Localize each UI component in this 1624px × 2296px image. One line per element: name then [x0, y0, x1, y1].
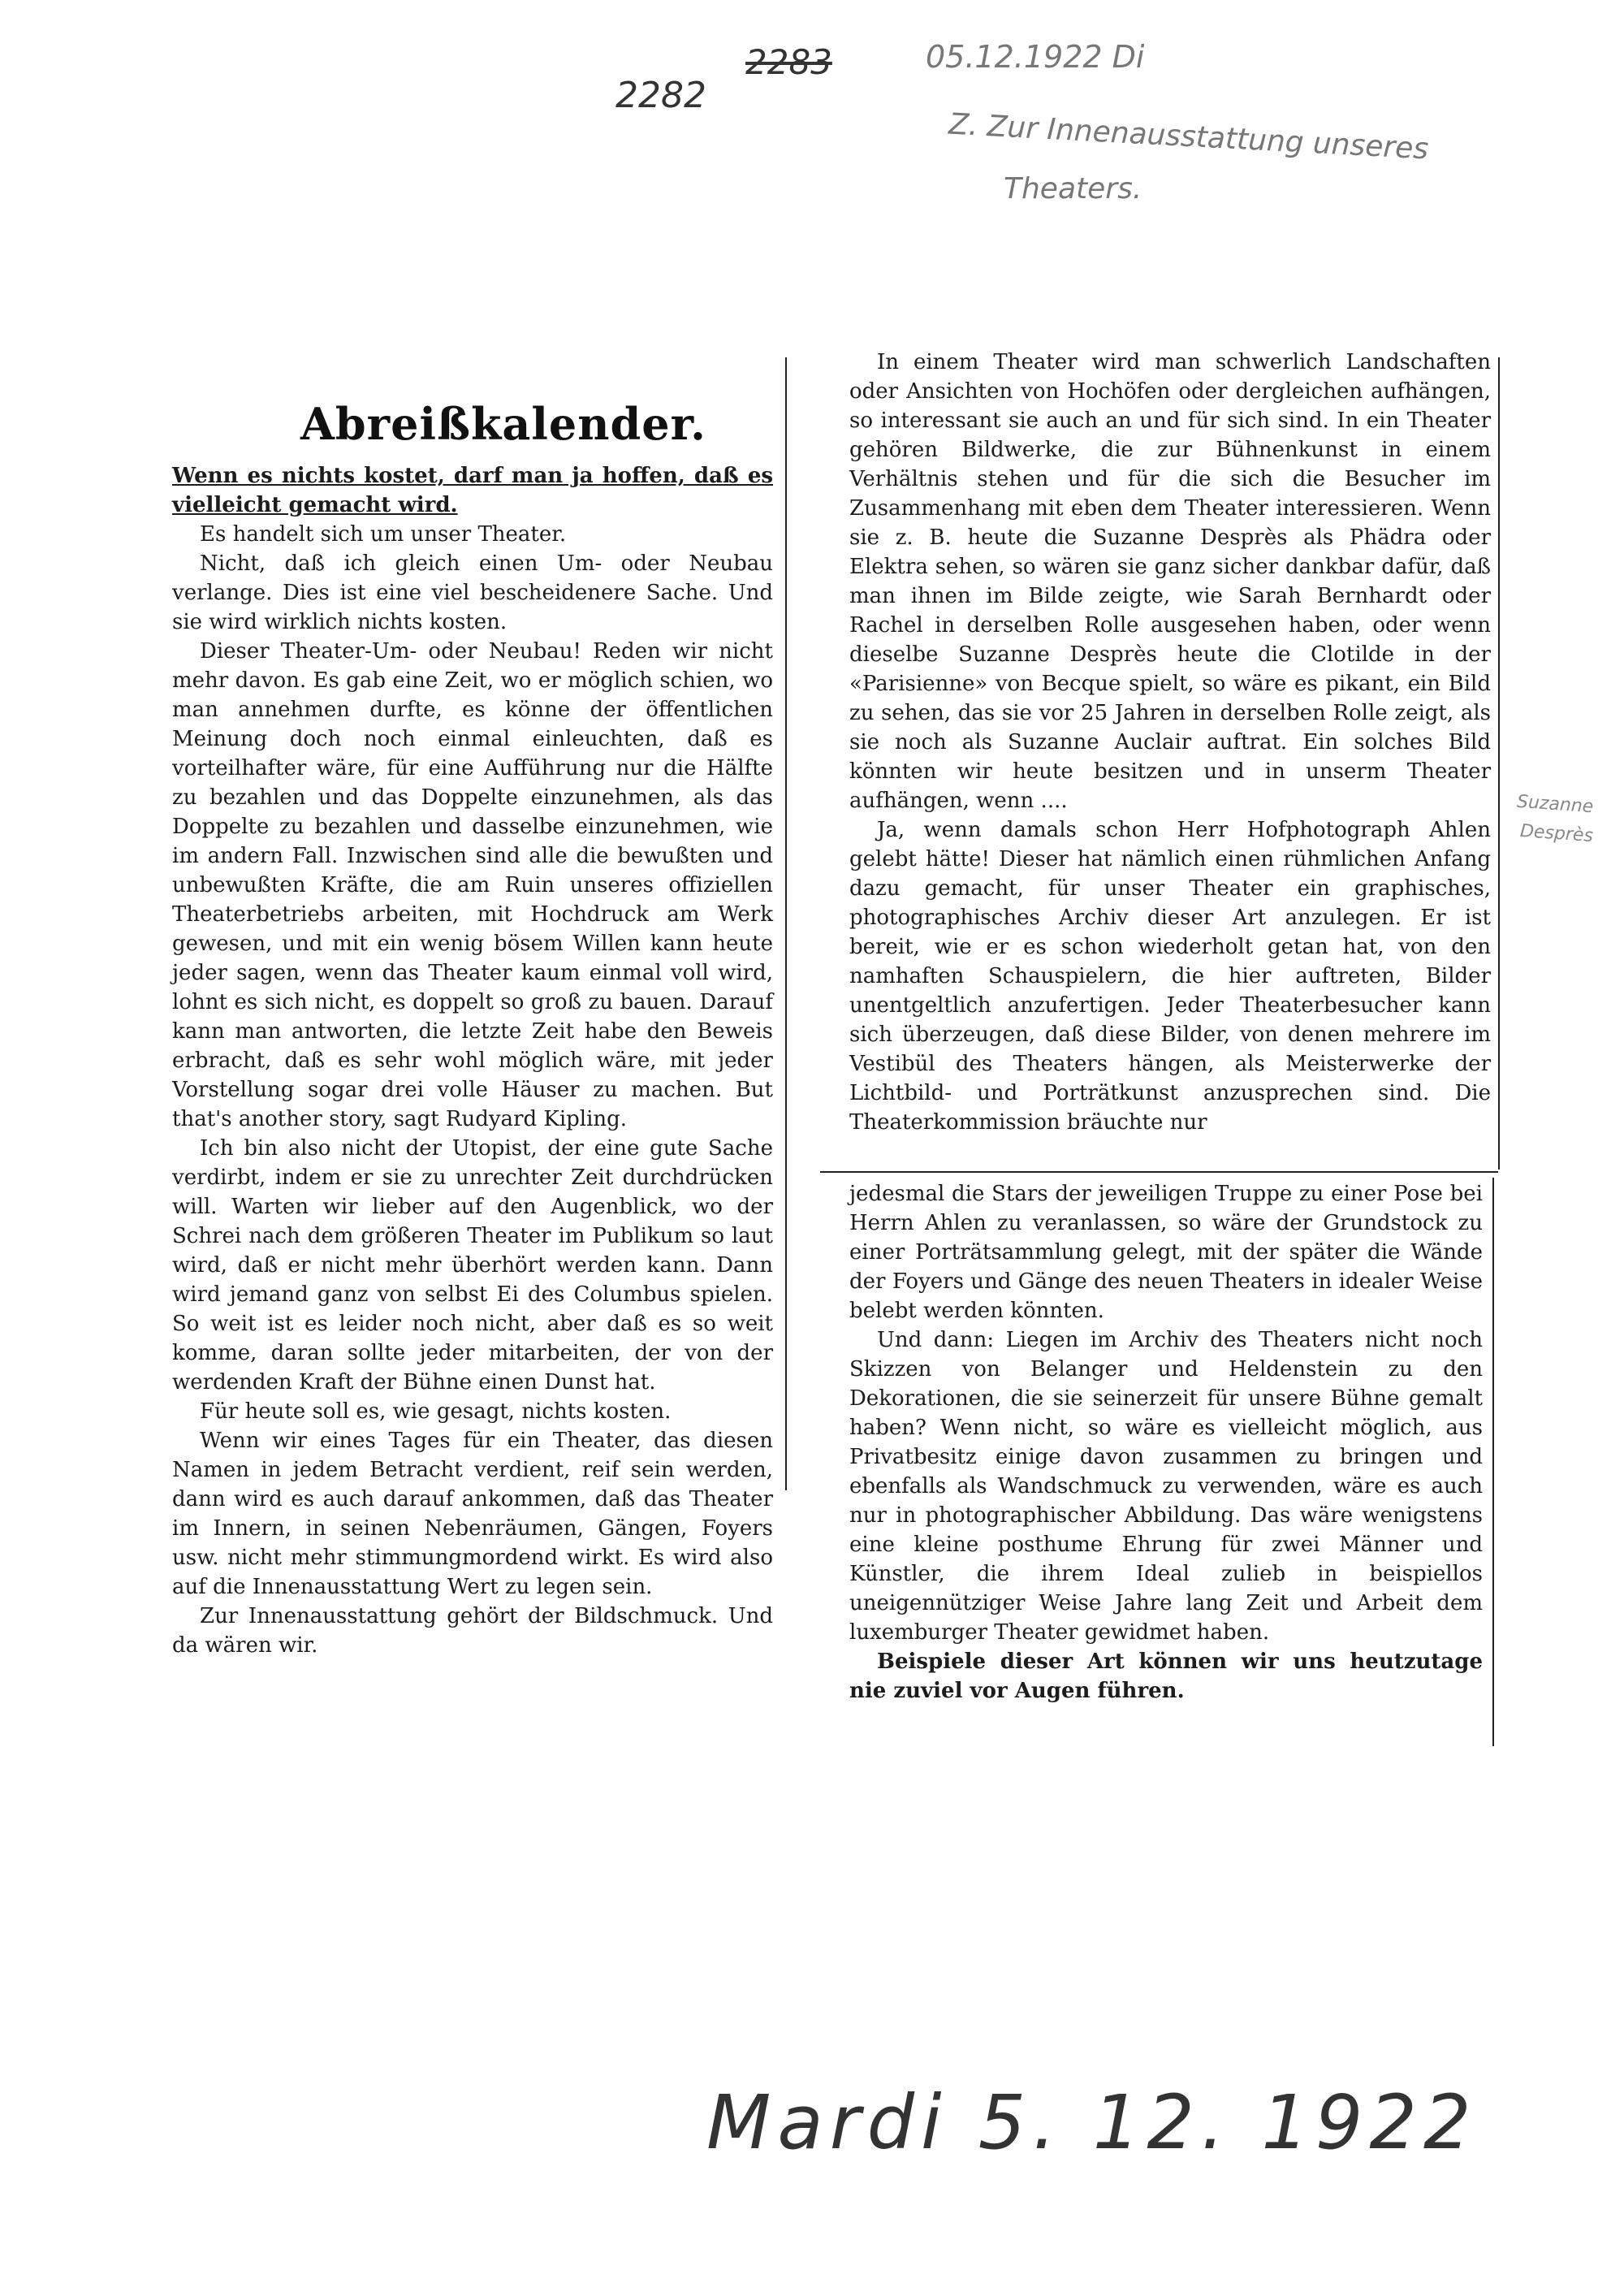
right-column-top [849, 348, 1491, 1137]
left-column [172, 461, 773, 1660]
paragraph: Nicht, daß ich gleich einen Um- oder Neubau verlange. Dies ist eine viel bescheidenere Sache. Und sie wird wirklich nichts kosten. [172, 551, 773, 634]
handwritten-date-top: 05.12.1922 Di [926, 39, 1145, 75]
paragraph: Beispiele dieser Art können wir uns heutzutage nie zuviel vor Augen führen. [849, 1650, 1483, 1703]
article-title: Abreißkalender. [300, 398, 706, 450]
column-rule-right-top [1498, 357, 1500, 1170]
paragraph: In einem Theater wird man schwerlich Landschaften oder Ansichten von Hochöfen oder dergleichen aufhängen, so interessant sie auch an und für sich sind. In ein Theater gehören Bildwerke, die zur Bühnenkunst in einem Verhältnis stehen und für die sich die Besucher im Zusammenhang mit eben dem Theater interessieren. Wenn sie z. B. heute die Suzanne Desprès als Phädra oder Elektra sehen, so wären sie ganz sicher dankbar dafür, daß man ihnen im Bilde zeigte, wie Sarah Bernhardt oder Rachel in derselben Rolle ausgesehen haben, oder wenn dieselbe Suzanne Desprès heute die Clotilde in der «Parisienne» von Becque spielt, so wäre es pikant, ein Bild zu sehen, das sie vor 25 Jahren in derselben Rolle zeigt, als sie noch als Suzanne Auclair auftrat. Ein solches Bild könnten wir heute besitzen und in unserm Theater aufhängen, wenn .... [849, 350, 1491, 813]
column-rule-left [785, 357, 787, 1490]
paragraph: Zur Innenausstattung gehört der Bildschmuck. Und da wären wir. [172, 1604, 773, 1658]
handwritten-topic-note-line-2: Theaters. [1004, 172, 1142, 205]
paragraph: Ja, wenn damals schon Herr Hofphotograph Ahlen gelebt hätte! Dieser hat nämlich einen rühmlichen Anfang dazu gemacht, für unser Theater ein graphisches, photographisches Archiv dieser Art anzulegen. Er ist bereit, wie er es schon wiederholt getan hat, von den namhaften Schauspielern, die hier auftreten, Bilder unentgeltlich anzufertigen. Jeder Theaterbesucher kann sich überzeugen, daß diese Bilder, von denen mehrere im Vestibül des Theaters hängen, als Meisterwerke der Lichtbild- und Porträtkunst anzusprechen sind. Die Theaterkommission bräuchte nur [849, 818, 1491, 1135]
column-rule-right-bottom [1492, 1178, 1494, 1746]
handwritten-topic-note-line-1: Z. Zur Innenausstattung unseres [948, 107, 1430, 166]
archive-number: 2282 [615, 75, 706, 116]
handwritten-date-bottom: Mardi 5. 12. 1922 [706, 2079, 1478, 2166]
paragraph: Für heute soll es, wie gesagt, nichts kosten. [200, 1399, 672, 1424]
column-break-rule [820, 1171, 1498, 1173]
article-subhead: Wenn es nichts kostet, darf man ja hoffen, daß es vielleicht gemacht wird. [172, 464, 773, 517]
right-column-bottom [849, 1179, 1483, 1706]
paragraph: Ich bin also nicht der Utopist, der eine gute Sache verdirbt, indem er sie zu unrechter Zeit durchdrücken will. Warten wir lieber auf den Augenblick, wo der Schrei nach dem größeren Theater im Publikum so laut wird, daß er nicht mehr überhört werden kann. Dann wird jemand ganz von selbst Ei des Columbus spielen. So weit ist es leider noch nicht, aber daß es so weit komme, daran sollte jeder mitarbeiten, der von der werdenden Kraft der Bühne einen Dunst hat. [172, 1136, 773, 1394]
paragraph: Wenn wir eines Tages für ein Theater, das diesen Namen in jedem Betracht verdient, reif sein werden, dann wird es auch darauf ankommen, daß das Theater im Innern, in seinen Nebenräumen, Gängen, Foyers usw. nicht mehr stimmungmordend wirkt. Es wird also auf die Innenausstattung Wert zu legen sein. [172, 1429, 773, 1599]
paragraph: Es handelt sich um unser Theater. [200, 522, 567, 547]
paragraph: Dieser Theater-Um- oder Neubau! Reden wir nicht mehr davon. Es gab eine Zeit, wo er möglich schien, wo man annehmen durfte, es könne der öffentlichen Meinung doch noch einmal einleuchten, daß es vorteilhafter wäre, für eine Aufführung nur die Hälfte zu bezahlen und das Doppelte einzunehmen, als das Doppelte zu bezahlen und dasselbe einzunehmen, wie im andern Fall. Inzwischen sind alle die bewußten und unbewußten Kräfte, die am Ruin unseres offiziellen Theaterbetriebs arbeiten, mit Hochdruck am Werk gewesen, und mit ein wenig bösem Willen kann heute jeder sagen, wenn das Theater kaum einmal voll wird, lohnt es sich nicht, es doppelt so groß zu bauen. Darauf kann man antworten, die letzte Zeit habe den Beweis erbracht, daß es sehr wohl möglich wäre, mit jeder Vorstellung sogar drei volle Häuser zu machen. But that's another story, sagt Rudyard Kipling. [172, 639, 773, 1131]
margin-note-2: Desprès [1519, 820, 1594, 847]
margin-note-1: Suzanne [1516, 791, 1595, 818]
paragraph: jedesmal die Stars der jeweiligen Truppe zu einer Pose bei Herrn Ahlen zu veranlassen, so wäre der Grundstock zu einer Porträtsammlung gelegt, mit der später die Wände der Foyers und Gänge des neuen Theaters in idealer Weise belebt werden könnten. [849, 1182, 1483, 1323]
paragraph: Und dann: Liegen im Archiv des Theaters nicht noch Skizzen von Belanger und Heldenstein zu den Dekorationen, die sie seinerzeit für unsere Bühne gemalt haben? Wenn nicht, so wäre es vielleicht möglich, aus Privatbesitz einige davon zusammen zu bringen und ebenfalls als Wandschmuck zu verwenden, wäre es auch nur in photographischer Abbildung. Das wäre wenigstens eine kleine posthume Ehrung für zwei Männer und Künstler, die ihrem Ideal zulieb in beispiellos uneigennütziger Weise Jahre lang Zeit und Arbeit dem luxemburger Theater gewidmet haben. [849, 1328, 1483, 1645]
archive-number-struck: 2283 [745, 42, 832, 82]
